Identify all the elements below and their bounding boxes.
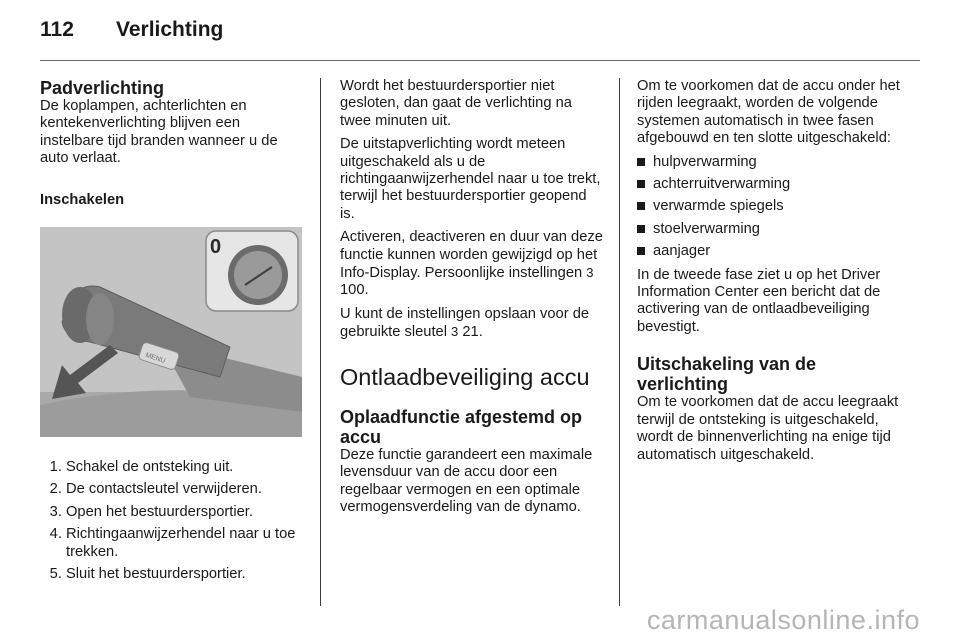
- square-bullet-icon: [637, 158, 645, 166]
- menu-button-label: MENU: [144, 352, 167, 366]
- column-2: [340, 78, 604, 522]
- list-item: verwarmde spiegels: [637, 198, 901, 215]
- column-divider-2: [619, 78, 620, 606]
- paragraph-interior-light: Om te voorkomen dat de accu leegraakt terwijl de ontsteking is uitgeschakeld, wordt de binnenverlichting na enige tijd automatisch uitgeschakeld.: [637, 394, 899, 463]
- column-3: [637, 78, 901, 470]
- page-ref-arrow-icon: 3: [451, 324, 459, 340]
- page-ref[interactable]: 21.: [462, 324, 483, 341]
- paragraph-function: Deze functie garandeert een maximale levensduur van de accu door een regelbaar vermogen en een optimale vermogensverdeling van de dynamo.: [340, 446, 593, 515]
- list-item: 3. Open het bestuurdersportier.: [66, 504, 302, 521]
- intro-text: De koplampen, achterlichten en kentekenverlichting blijven een instelbare tijd branden wanneer u de auto verlaat.: [40, 98, 278, 167]
- chapter-title: Verlichting: [116, 18, 224, 41]
- page-ref[interactable]: 100.: [340, 282, 369, 299]
- page-header: [40, 18, 223, 48]
- page-ref-arrow-icon: 3: [586, 265, 594, 281]
- square-bullet-icon: [637, 202, 645, 210]
- watermark: carmanualsonline.info: [646, 605, 920, 635]
- paragraph-settings: Activeren, deactiveren en duur van deze functie kunnen worden gewijzigd op het Info-Display. Persoonlijke instellingen 3 100.: [340, 229, 603, 299]
- lever-illustration: [40, 227, 302, 437]
- section-title-ontlaadbeveiliging: Ontlaadbeveiliging accu: [340, 363, 590, 390]
- section-heading-uitschakeling: Uitschakeling van de verlichting: [637, 354, 817, 395]
- list-item: stoelverwarming: [637, 221, 901, 238]
- list-item: 4. Richtingaanwijzerhendel naar u toe trekken.: [66, 526, 302, 561]
- square-bullet-icon: [637, 247, 645, 255]
- paragraph-battery-protection: Om te voorkomen dat de accu onder het rijden leegraakt, worden de volgende systemen automatisch in twee fasen afgebouwd en ten slotte uitgeschakeld:: [637, 78, 900, 147]
- systems-list: [637, 154, 901, 261]
- list-item: 1. Schakel de ontsteking uit.: [66, 459, 302, 476]
- subheading-inschakelen: Inschakelen: [40, 191, 125, 208]
- paragraph-exit-light: De uitstapverlichting wordt meteen uitgeschakeld als u de richtingaanwijzerhendel naar u toe trekt, terwijl het bestuurdersportier geopend is.: [340, 136, 601, 222]
- paragraph-key-settings: U kunt de instellingen opslaan voor de gebruikte sleutel 3 21.: [340, 305, 590, 341]
- steps-list: [40, 459, 302, 583]
- section-heading-padverlichting: Padverlichting: [40, 78, 165, 98]
- list-item: achterruitverwarming: [637, 176, 901, 193]
- square-bullet-icon: [637, 225, 645, 233]
- list-item: 2. De contactsleutel verwijderen.: [66, 481, 302, 498]
- list-item: hulpverwarming: [637, 154, 901, 171]
- lever-illustration-svg: [40, 227, 302, 437]
- paragraph-door-open: Wordt het bestuurdersportier niet gesloten, dan gaat de verlichting na twee minuten uit.: [340, 78, 572, 129]
- dial-position-label: 0: [210, 236, 222, 259]
- list-item: aanjager: [637, 243, 901, 260]
- header-rule: [40, 60, 920, 61]
- subsection-title-oplaadfunctie: Oplaadfunctie afgestemd op accu: [340, 406, 583, 447]
- column-1: [40, 78, 302, 588]
- page-number: 112: [40, 18, 74, 41]
- paragraph-driver-info: In de tweede fase ziet u op het Driver Information Center een bericht dat de activering van de ontlaadbeveiliging bevestigt.: [637, 266, 881, 335]
- square-bullet-icon: [637, 180, 645, 188]
- column-divider-1: [320, 78, 321, 606]
- list-item: 5. Sluit het bestuurdersportier.: [66, 566, 302, 583]
